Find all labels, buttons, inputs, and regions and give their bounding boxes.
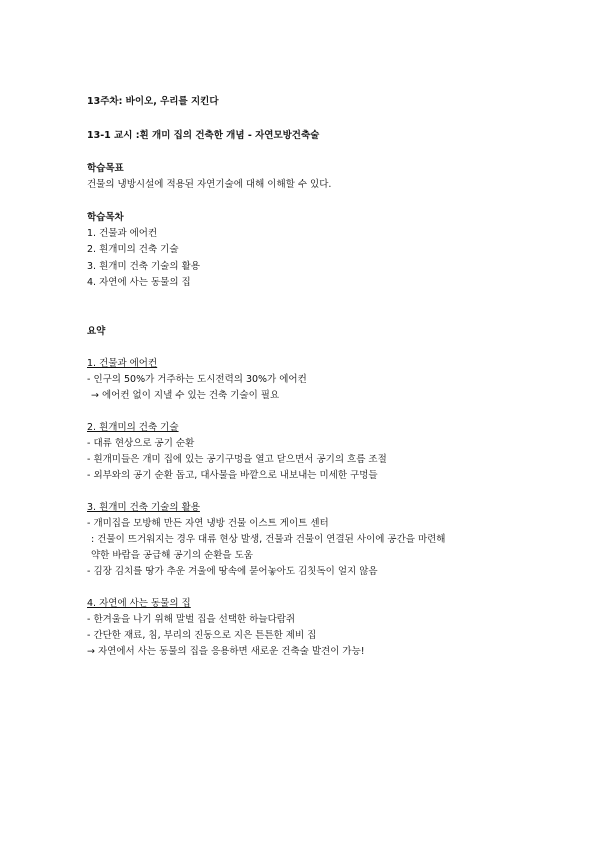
summary-line: 약한 바람을 공급해 공기의 순환을 도움 [91, 550, 253, 561]
summary-line: : 건물이 뜨거워지는 경우 대류 현상 발생, 건물과 건물이 연결된 사이에 공간을 마련해 [91, 534, 446, 545]
summary-section-title: 2. 흰개미의 건축 기술 [87, 422, 179, 433]
summary-line: → 에어컨 없이 지낼 수 있는 건축 기술이 필요 [91, 390, 280, 401]
summary-line: - 개미집을 모방해 만든 자연 냉방 건물 이스트 게이트 센터 [87, 518, 329, 529]
summary-heading: 요약 [87, 326, 106, 337]
summary-line: - 대류 현상으로 공기 순환 [87, 438, 195, 449]
summary-section-title: 3. 흰개미 건축 기술의 활용 [87, 502, 200, 513]
summary-section-title: 1. 건물과 에어컨 [87, 358, 158, 369]
lesson-title: 13-1 교시 :흰 개미 집의 건축한 개념 - 자연모방건축술 [87, 130, 320, 141]
summary-line: - 흰개미들은 개미 집에 있는 공기구멍을 열고 닫으면서 공기의 흐름 조절 [87, 454, 387, 465]
summary-line: → 자연에서 사는 동물의 집을 응용하면 새로운 건축술 발견이 가능! [87, 646, 365, 657]
contents-item: 1. 건물과 에어컨 [87, 228, 158, 239]
summary-section-title: 4. 자연에 사는 동물의 집 [87, 598, 191, 609]
contents-item: 2. 흰개미의 건축 기술 [87, 244, 179, 255]
contents-item: 4. 자연에 사는 동물의 집 [87, 277, 191, 288]
objective-text: 건물의 냉방시설에 적용된 자연기술에 대해 이해할 수 있다. [87, 179, 332, 190]
contents-heading: 학습목차 [87, 212, 124, 223]
summary-line: - 한겨울을 나기 위해 말벌 집을 선택한 하늘다람쥐 [87, 614, 296, 625]
summary-line: - 김장 김치를 땅가 추운 겨울에 땅속에 묻어놓아도 김칫독이 얼지 않음 [87, 566, 378, 577]
objective-heading: 학습목표 [87, 163, 124, 174]
summary-line: - 외부와의 공기 순환 돕고, 대사물을 바깥으로 내보내는 미세한 구멍들 [87, 470, 378, 481]
summary-line: - 간단한 재료, 침, 부리의 진동으로 지은 튼튼한 제비 집 [87, 630, 317, 641]
summary-line: - 인구의 50%가 거주하는 도시전력의 30%가 에어컨 [87, 374, 307, 385]
contents-item: 3. 흰개미 건축 기술의 활용 [87, 261, 200, 272]
week-title: 13주차: 바이오, 우리를 지킨다 [87, 96, 219, 107]
